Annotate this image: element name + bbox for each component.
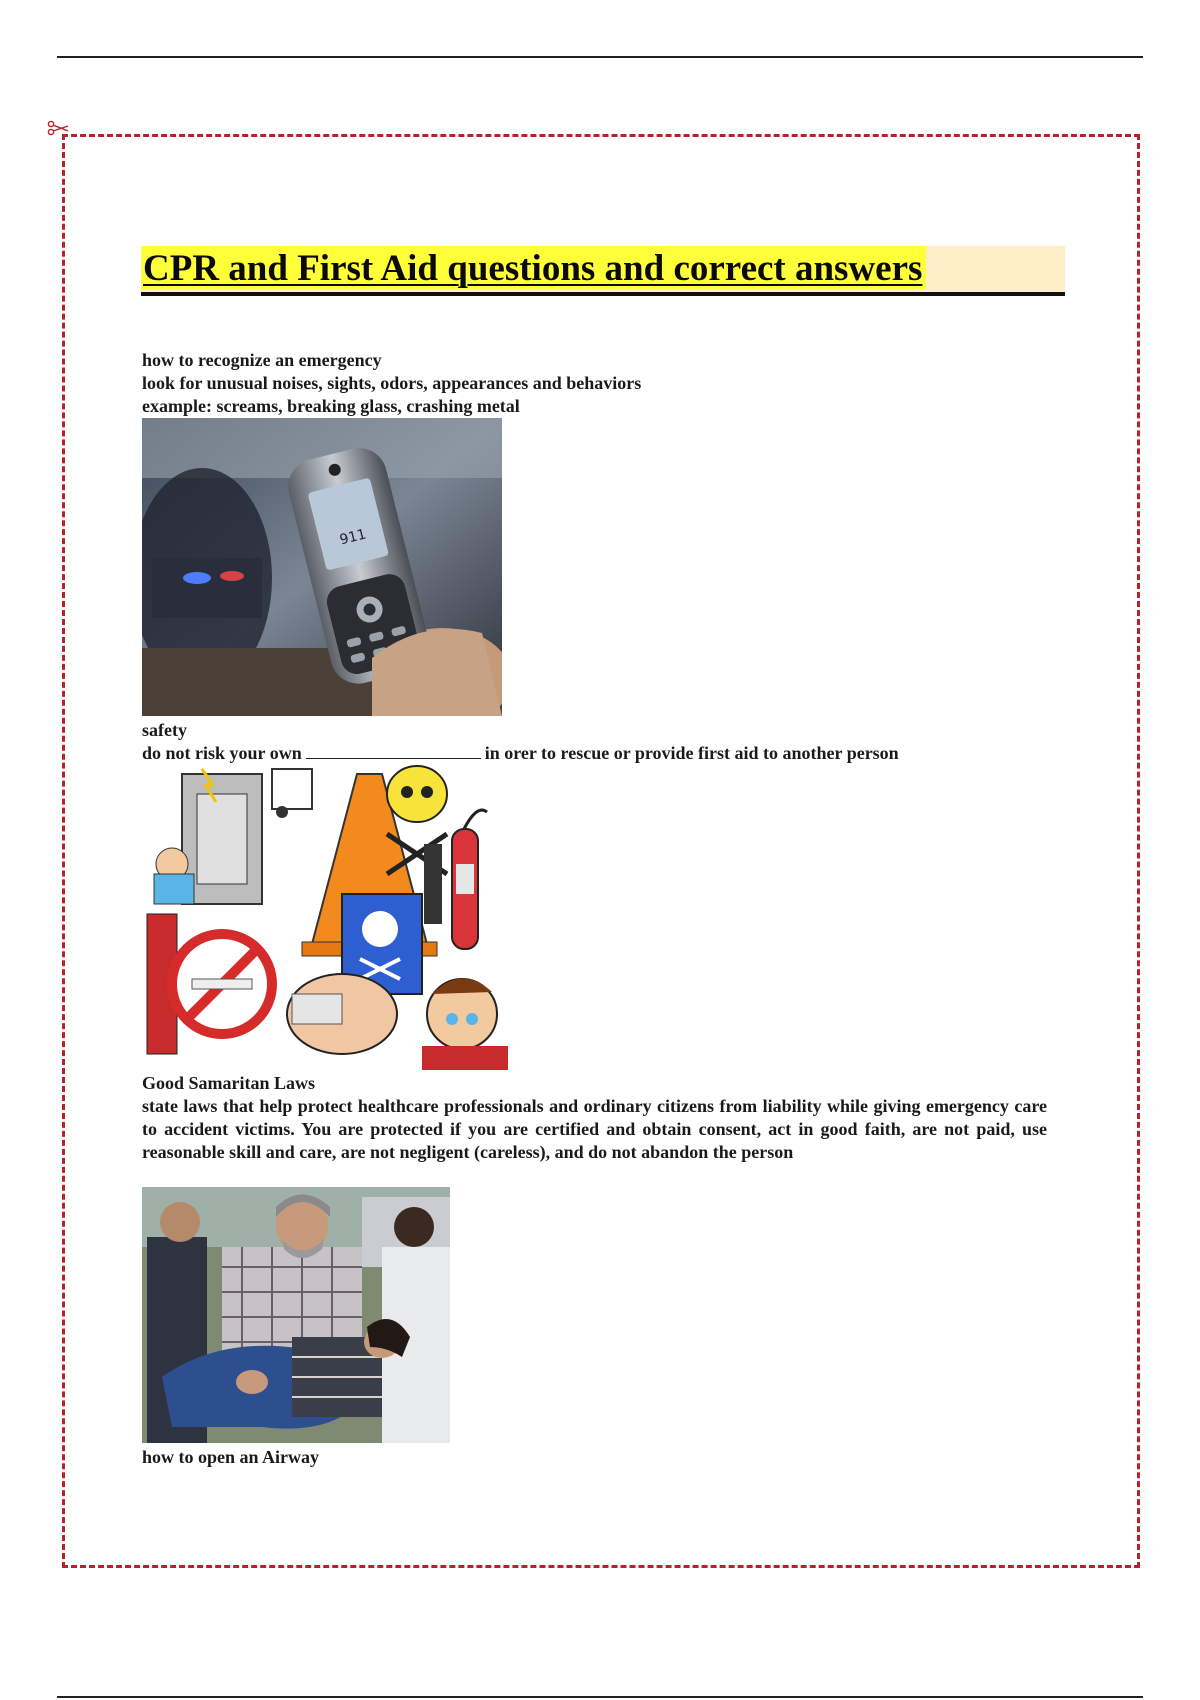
good-samaritan-answer: state laws that help protect healthcare professionals and ordinary citizens from liability while giving emergency care to accident victims. You are protected if you are certified and obtain consent, act in good faith, are not paid, use reasonable skill and care, are not negligent (careless), and do not abandon the person xyxy=(142,1096,1047,1162)
title-bar xyxy=(141,246,1065,296)
answer-line-2: example: screams, breaking glass, crashing metal xyxy=(142,396,520,416)
safety-answer xyxy=(142,742,899,765)
safety-hazards-clipart xyxy=(142,764,508,1070)
answer-line-1: look for unusual noises, sights, odors, appearances and behaviors xyxy=(142,373,642,393)
top-rule xyxy=(57,56,1143,58)
question-open-airway: how to open an Airway xyxy=(142,1447,320,1467)
safety-answer-after: in orer to rescue or provide first aid to another person xyxy=(484,743,899,763)
rescue-carry-photo xyxy=(142,1187,450,1443)
phone-911-photo xyxy=(142,418,502,716)
bottom-rule xyxy=(57,1696,1143,1698)
phone-screen-text: 911 xyxy=(338,526,368,549)
question-safety: safety xyxy=(142,720,187,740)
page-title: CPR and First Aid questions and correct answers xyxy=(141,246,926,290)
question-recognize-emergency: how to recognize an emergency xyxy=(142,350,382,370)
fill-in-blank xyxy=(306,742,481,759)
safety-answer-before: do not risk your own xyxy=(142,743,302,763)
question-good-samaritan: Good Samaritan Laws xyxy=(142,1073,316,1093)
